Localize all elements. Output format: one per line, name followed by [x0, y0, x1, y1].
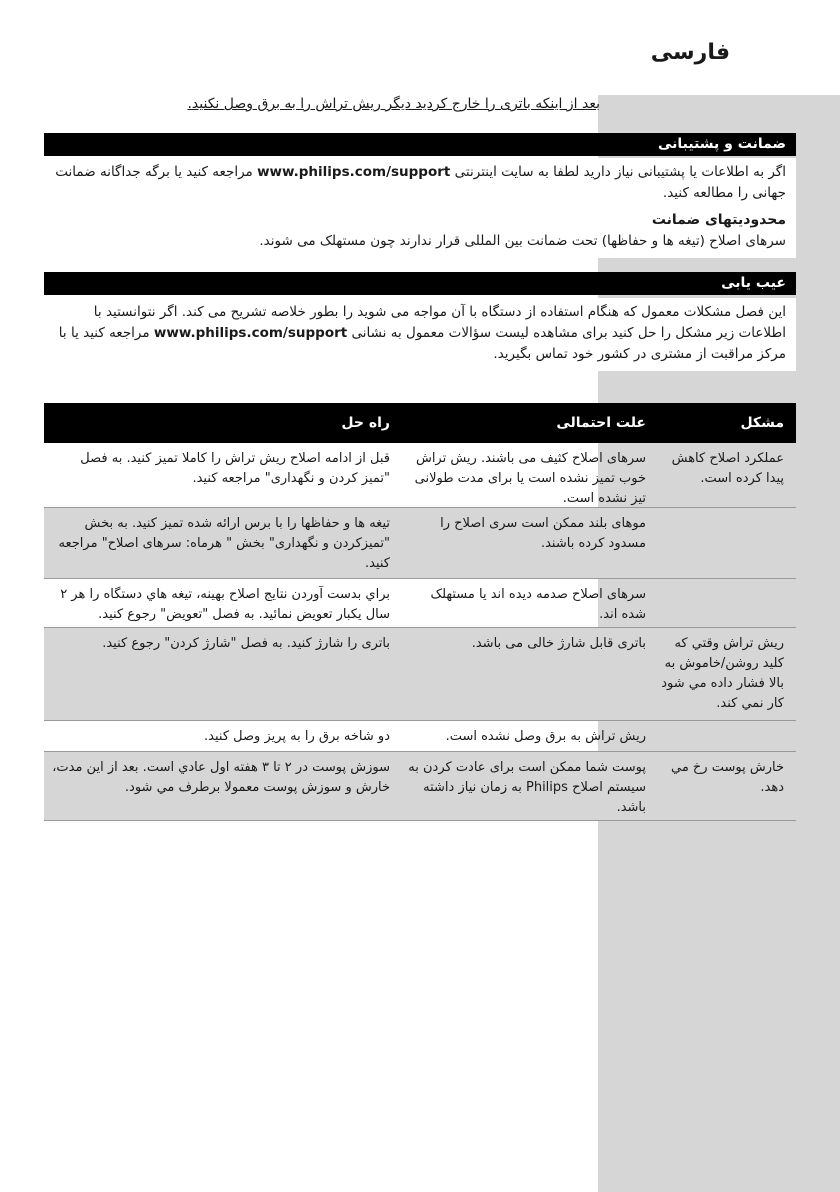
cell-solution: باتری را شارژ کنید. به فصل "شارژ کردن" رجوع کنید. — [102, 636, 390, 651]
header-cause: علت احتمالی — [556, 415, 646, 431]
troubleshooting-heading-bar — [44, 272, 796, 295]
cell-problem: عملکرد اصلاح کاهش پیدا کرده است. — [671, 451, 784, 486]
cell-solution: دو شاخه برق را به پریز وصل کنید. — [204, 729, 390, 744]
cell-cause: موهای بلند ممکن است سری اصلاح را مسدود کرده باشند. — [440, 516, 646, 551]
troubleshooting-text: این فصل مشکلات معمول که هنگام استفاده از دستگاه با آن مواجه می شوید را بطور خلاصه تشریح می کند. اگر نتوانستید با اطلاعات زیر مشکل را حل کنید برای مشاهده لیست سؤالات معمول به نشانی — [93, 304, 786, 341]
cell-cause: پوست شما ممکن است برای عادت کردن به سیستم اصلاح Philips به زمان نیاز داشته باشد. — [408, 760, 646, 815]
cell-problem — [656, 508, 796, 578]
cell-solution: تیغه ها و حفاظها را با برس ارائه شده تمیز کنید. به بخش "تمیزکردن و نگهداری" بخش " هرماه: سرهای اصلاح" مراجعه کنید. — [58, 516, 390, 571]
cell-problem — [656, 721, 796, 751]
guarantee-heading: ضمانت و پشتیبانی — [657, 136, 786, 152]
support-link-2[interactable]: www.philips.com/support — [153, 325, 348, 341]
table-row — [44, 579, 796, 628]
intro-warning: بعد از اینکه باتری را خارج کردید دیگر ریش تراش را به برق وصل نکنید. — [187, 96, 600, 112]
header-problem: مشکل — [740, 415, 784, 431]
cell-solution: سوزش پوست در ۲ تا ۳ هفته اول عادي است. بعد از اين مدت، خارش و سوزش پوست معمولا برطرف مي شود. — [52, 760, 390, 795]
troubleshooting-body — [44, 298, 796, 371]
cell-solution: قبل از ادامه اصلاح ریش تراش را کاملا تمیز کنید. به فصل "تمیز کردن و نگهداری" مراجعه کنید. — [80, 451, 390, 486]
table-row — [44, 508, 796, 579]
troubleshooting-paragraph — [54, 302, 786, 365]
warranty-limits-heading: محدودیتهای ضمانت — [651, 212, 786, 228]
table-row — [44, 752, 796, 821]
table-row — [44, 628, 796, 721]
cell-problem: خارش پوست رخ مي دهد. — [670, 760, 784, 795]
guarantee-paragraph — [54, 162, 786, 204]
cell-cause: ریش تراش به برق وصل نشده است. — [445, 729, 646, 744]
guarantee-text: اگر به اطلاعات یا پشتیبانی نیاز دارید لطفا به سایت اینترنتی — [454, 164, 786, 180]
cell-cause: باتری قابل شارژ خالی می باشد. — [471, 636, 646, 651]
guarantee-body — [44, 158, 796, 258]
guarantee-text-end: مراجعه کنید یا برگه جداگانه ضمانت جهانی را مطالعه کنید. — [55, 164, 786, 201]
cell-cause: سرهای اصلاح کثیف می باشند. ریش تراش خوب تمیز نشده است یا برای مدت طولانی تیز نشده است. — [414, 451, 646, 506]
table-row — [44, 721, 796, 752]
cell-problem — [656, 579, 796, 627]
cell-solution: براي بدست آوردن نتايج اصلاح بهينه، تيغه هاي دستگاه را هر ۲ سال يكبار تعويض نمائيد. به فصل "تعويض" رجوع كنيد. — [60, 587, 390, 622]
troubleshooting-table — [44, 403, 796, 821]
guarantee-heading-bar — [44, 133, 796, 156]
warranty-limits-text: سرهای اصلاح (تیغه ها و حفاظها) تحت ضمانت بین المللی قرار ندارند چون مستهلک می شوند. — [259, 233, 786, 249]
header-solution: راه حل — [341, 415, 390, 431]
troubleshooting-heading: عیب یابی — [721, 275, 786, 291]
cell-cause: سرهای اصلاح صدمه دیده اند یا مستهلک شده اند. — [430, 587, 646, 622]
table-header — [44, 403, 796, 443]
troubleshooting-text-end: مراجعه کنید یا با مرکز مراقبت از مشتری در کشور خود تماس بگیرید. — [58, 325, 786, 362]
cell-problem: ريش تراش وقتي كه كليد روشن/خاموش به بالا فشار داده مي شود كار نمي كند. — [661, 636, 784, 711]
table-row — [44, 443, 796, 508]
language-title: فارسی — [650, 40, 730, 65]
support-link[interactable]: www.philips.com/support — [257, 164, 451, 180]
